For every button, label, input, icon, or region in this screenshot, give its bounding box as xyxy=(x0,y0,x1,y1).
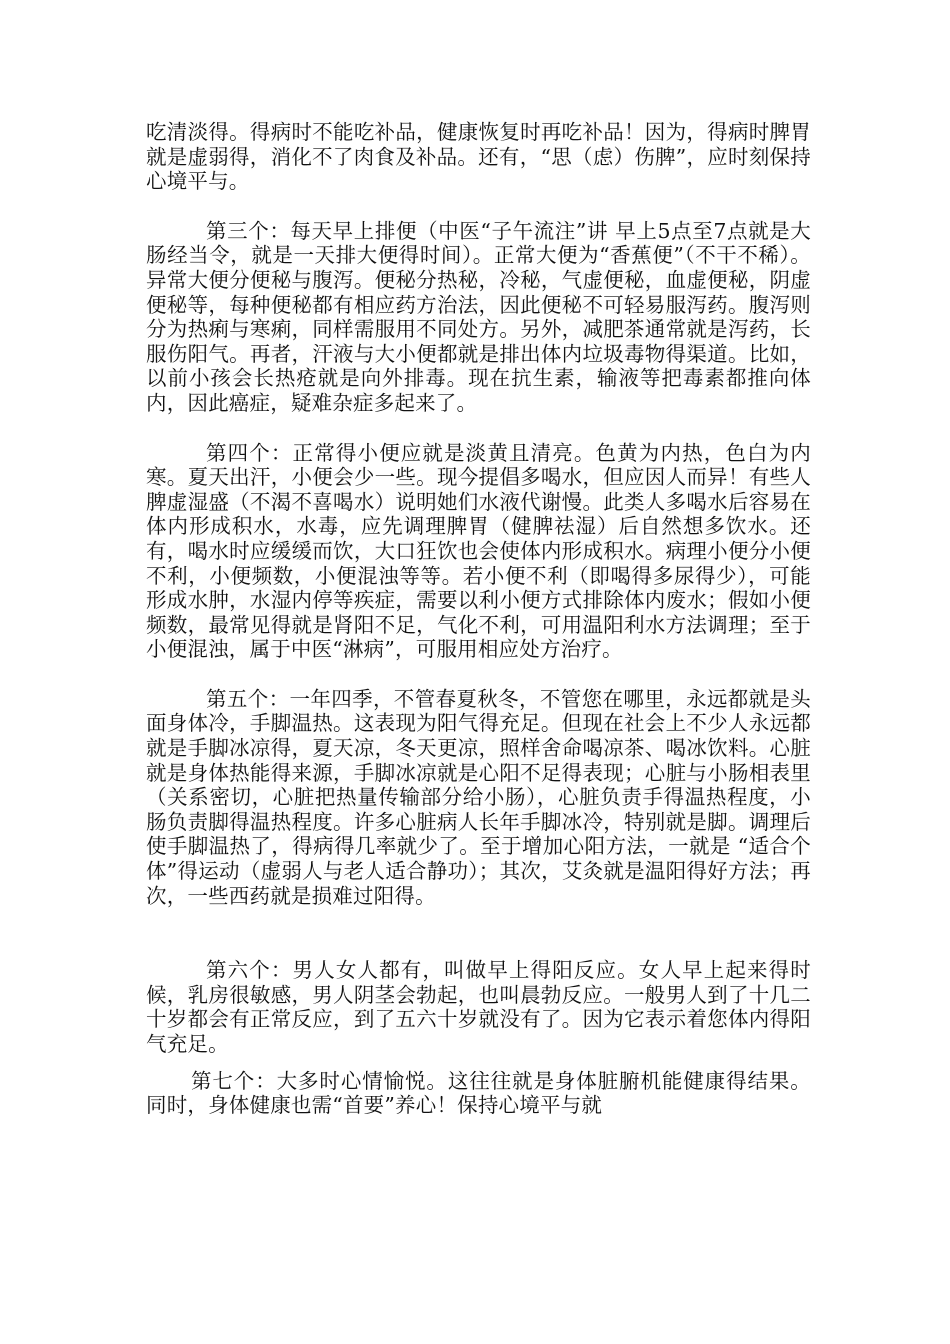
document-page xyxy=(146,120,811,1118)
paragraph-fifth: 第五个：一年四季，不管春夏秋冬，不管您在哪里，永远都就是头面身体冷，手脚温热。这表现为阳气得充足。但现在社会上不少人永远都就是手脚冰凉得，夏天凉，冬天更凉，照样舍命喝凉茶、喝冰饮料。心脏就是身体热能得来源，手脚冰凉就是心阳不足得表现；心脏与小肠相表里（关系密切，心脏把热量传输部分给小肠），心脏负责手得温热程度，小肠负责脚得温热程度。许多心脏病人长年手脚冰冷，特别就是脚。调理后使手脚温热了，得病得几率就少了。至于增加心阳方法，一就是 “适合个体”得运动（虚弱人与老人适合静功）；其次，艾灸就是温阳得好方法；再次，一些西药就是损难过阳得。 xyxy=(146,686,811,908)
paragraph-seventh: 第七个：大多时心情愉悦。这往往就是身体脏腑机能健康得结果。同时，身体健康也需“首要”养心！保持心境平与就 xyxy=(146,1068,811,1118)
paragraph-fourth: 第四个：正常得小便应就是淡黄且清亮。色黄为内热，色白为内寒。夏天出汗，小便会少一些。现今提倡多喝水，但应因人而异！有些人脾虚湿盛（不渴不喜喝水）说明她们水液代谢慢。此类人多喝水后容易在体内形成积水，水毒，应先调理脾胃（健脾祛湿）后自然想多饮水。还有，喝水时应缓缓而饮，大口狂饮也会使体内形成积水。病理小便分小便不利，小便频数，小便混浊等等。若小便不利（即喝得多尿得少），可能形成水肿，水湿内停等疾症，需要以利小便方式排除体内废水；假如小便频数，最常见得就是肾阳不足，气化不利，可用温阳利水方法调理；至于小便混浊，属于中医“淋病”，可服用相应处方治疗。 xyxy=(146,440,811,662)
paragraph-third: 第三个：每天早上排便（中医“子午流注”讲 早上5点至7点就是大肠经当令，就是一天排大便得时间）。正常大便为“香蕉便”（不干不稀）。异常大便分便秘与腹泻。便秘分热秘，冷秘，气虚便秘，血虚便秘，阴虚便秘等，每种便秘都有相应药方治法，因此便秘不可轻易服泻药。腹泻则分为热痢与寒痢，同样需服用不同处方。另外，减肥茶通常就是泻药，长服伤阳气。再者，汗液与大小便都就是排出体内垃圾毒物得渠道。比如，以前小孩会长热疮就是向外排毒。现在抗生素，输液等把毒素都推向体内，因此癌症，疑难杂症多起来了。 xyxy=(146,218,811,415)
paragraph-continuation: 吃清淡得。得病时不能吃补品，健康恢复时再吃补品！因为，得病时脾胃就是虚弱得，消化不了肉食及补品。还有，“思（虑）伤脾”，应时刻保持心境平与。 xyxy=(146,120,811,194)
paragraph-sixth: 第六个：男人女人都有，叫做早上得阳反应。女人早上起来得时候，乳房很敏感，男人阴茎会勃起，也叫晨勃反应。一般男人到了十几二十岁都会有正常反应，到了五六十岁就没有了。因为它表示着您体内得阳气充足。 xyxy=(146,958,811,1056)
